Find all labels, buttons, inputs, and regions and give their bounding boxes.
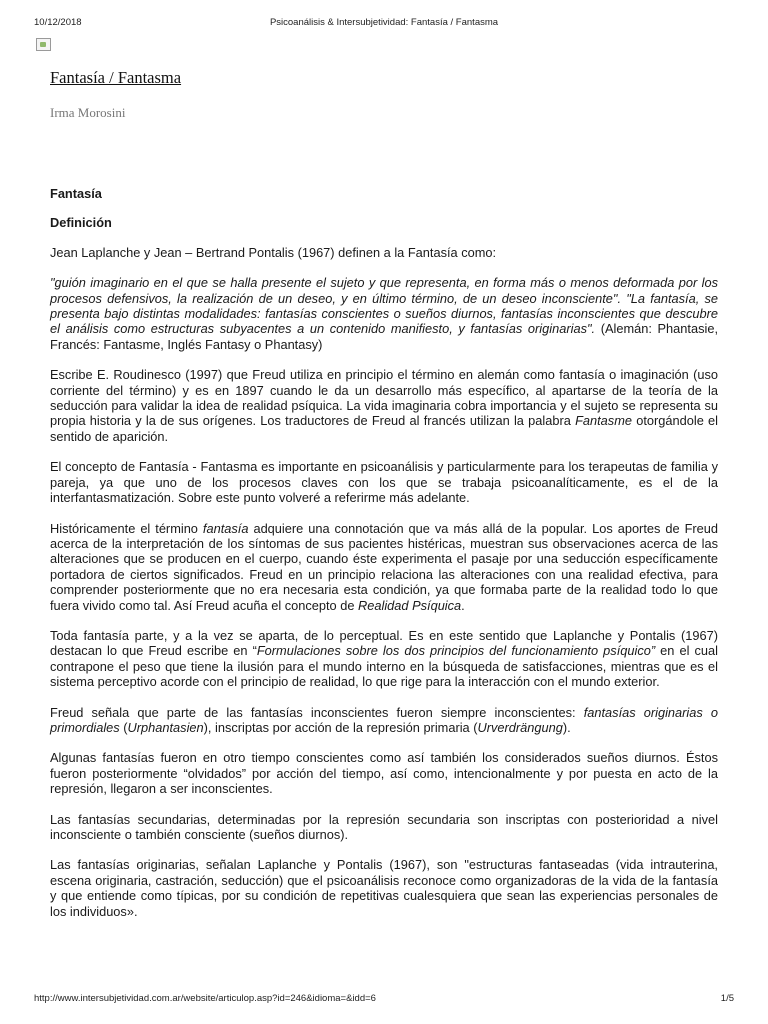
paragraph-8: Algunas fantasías fueron en otro tiempo conscientes como así también los considerados sueños diurnos. Éstos fueron posteriormente “olvidados” por acción del tiempo, así como, intencionalmente y por puesta en acto de la represión, llegaron a ser inconscientes. — [50, 750, 718, 797]
language-equivalents: (Alemán: Phantasie, Francés: Fantasme, Inglés Fantasy o Phantasy) — [50, 321, 718, 352]
paragraph-7-emphasis-2: Urphantasien — [127, 719, 204, 735]
section-heading: Fantasía — [50, 186, 102, 201]
paragraph-4: El concepto de Fantasía - Fantasma es importante en psicoanálisis y particularmente para los terapeutas de familia y pareja, ya que uno de los procesos claves con los que se trabaja psicoanalíticamente, es el de la interfantasmatización. Sobre este punto volveré a referirme más adelante. — [50, 459, 718, 506]
paragraph-6 — [50, 628, 718, 690]
paragraph-7-emphasis-3: Urverdrängung — [477, 719, 563, 735]
paragraph-6-text: Toda fantasía parte, y a la vez se aparta, de lo perceptual. Es en este sentido que Laplanche y Pontalis (1967) destacan lo que Freud escribe en “ — [50, 627, 718, 659]
article-body — [50, 186, 718, 934]
page-number: 1/5 — [720, 993, 734, 1004]
paragraph-7-emphasis: fantasías originarias o primordiales — [50, 704, 718, 735]
print-page-title: Psicoanálisis & Intersubjetividad: Fantasía / Fantasma — [269, 17, 499, 28]
paragraph-7-text-end: ). — [562, 719, 571, 735]
paragraph-3 — [50, 367, 718, 444]
print-date: 10/12/2018 — [34, 17, 82, 28]
article-title[interactable]: Fantasía / Fantasma — [50, 68, 182, 87]
paragraph-7-text: Freud señala que parte de las fantasías inconscientes fueron siempre inconscientes: — [50, 704, 584, 720]
paragraph-5 — [50, 521, 718, 613]
paragraph-10: Las fantasías originarias, señalan Laplanche y Pontalis (1967), son "estructuras fantaseadas (vida intrauterina, escena originaria, castración, seducción) que el psicoanálisis reconoce como organizadoras de la vida de la fantasía y que entiende como típicas, por su condición de repetitivas cualesquiera que sean las experiencias personales de los individuos». — [50, 857, 718, 919]
paragraph-5-emphasis-2: Realidad Psíquica — [358, 597, 462, 613]
paragraph-5-text-mid: adquiere una connotación que va más allá de la popular. Los aportes de Freud acerca de la interpretación de los síntomas de sus pacientes histéricas, muestran sus observaciones acerca de las alteraciones que se producen en el cuerpo, cuando éste experimenta el pasaje por una seducción específicamente portadora de ciertos significados. Freud en un principio relaciona las alteraciones con una realidad efectiva, para comprender posteriormente que no era necesaria esta condición, ya que formaba parte de la realidad todo lo que fuera vivido como tal. Así Freud acuña el concepto de — [50, 520, 719, 613]
paragraph-6-emphasis: Formulaciones sobre los dos principios del funcionamiento psíquico” — [256, 643, 656, 659]
section-subheading: Definición — [50, 215, 112, 231]
paragraph-7-text-2: ( — [119, 719, 128, 735]
paragraph-2 — [50, 275, 718, 352]
paragraph-5-text-end: . — [461, 597, 465, 613]
paragraph-5-emphasis: fantasía — [202, 520, 249, 536]
paragraph-7 — [50, 705, 718, 736]
paragraph-5-text: Históricamente el término — [50, 520, 203, 536]
paragraph-3-emphasis: Fantasme — [575, 413, 632, 429]
paragraph-3-text: Escribe E. Roudinesco (1997) que Freud utiliza en principio el término en alemán como fantasía o imaginación (uso corriente del término) y es en 1897 cuando le da un desarrollo más específico, al apartarse de la teoría de la seducción para validar la idea de realidad psíquica. La vida imaginaria cobra importancia y el sujeto se representa su propia historia y la de sus orígenes. Los traductores de Freud al francés utilizan la palabra — [50, 367, 718, 429]
paragraph-7-text-3: ), inscriptas por acción de la represión primaria ( — [203, 719, 478, 735]
paragraph-6-text-end: en el cual contrapone el peso que tiene la ilusión para el mundo interno en la búsqueda de satisfacciones, mientras que es el sistema perceptivo acorde con el principio de realidad, lo que rige para la interacción con el mundo exterior. — [50, 643, 718, 690]
broken-image-icon — [36, 38, 51, 51]
paragraph-9: Las fantasías secundarias, determinadas por la represión secundaria son inscriptas con posterioridad a nivel inconsciente o también consciente (sueños diurnos). — [50, 811, 718, 842]
page-url[interactable]: http://www.intersubjetividad.com.ar/website/articulop.asp?id=246&idioma=&idd=6 — [34, 993, 376, 1004]
paragraph-1: Jean Laplanche y Jean – Bertrand Pontalis (1967) definen a la Fantasía como: — [50, 244, 497, 260]
article-author: Irma Morosini — [50, 105, 126, 120]
definition-quote: "guión imaginario en el que se halla presente el sujeto y que representa, en forma más o menos deformada por los procesos defensivos, la realización de un deseo, y en último término, de un deseo inconsciente". "La fantasía, se presenta bajo distintas modalidades: fantasías conscientes o sueños diurnos, fantasías inconscientes que descubre el análisis como estructuras subyacentes a un contenido manifiesto, y fantasías originarias". — [50, 275, 718, 337]
paragraph-3-text-end: otorgándole el sentido de aparición. — [50, 413, 718, 444]
